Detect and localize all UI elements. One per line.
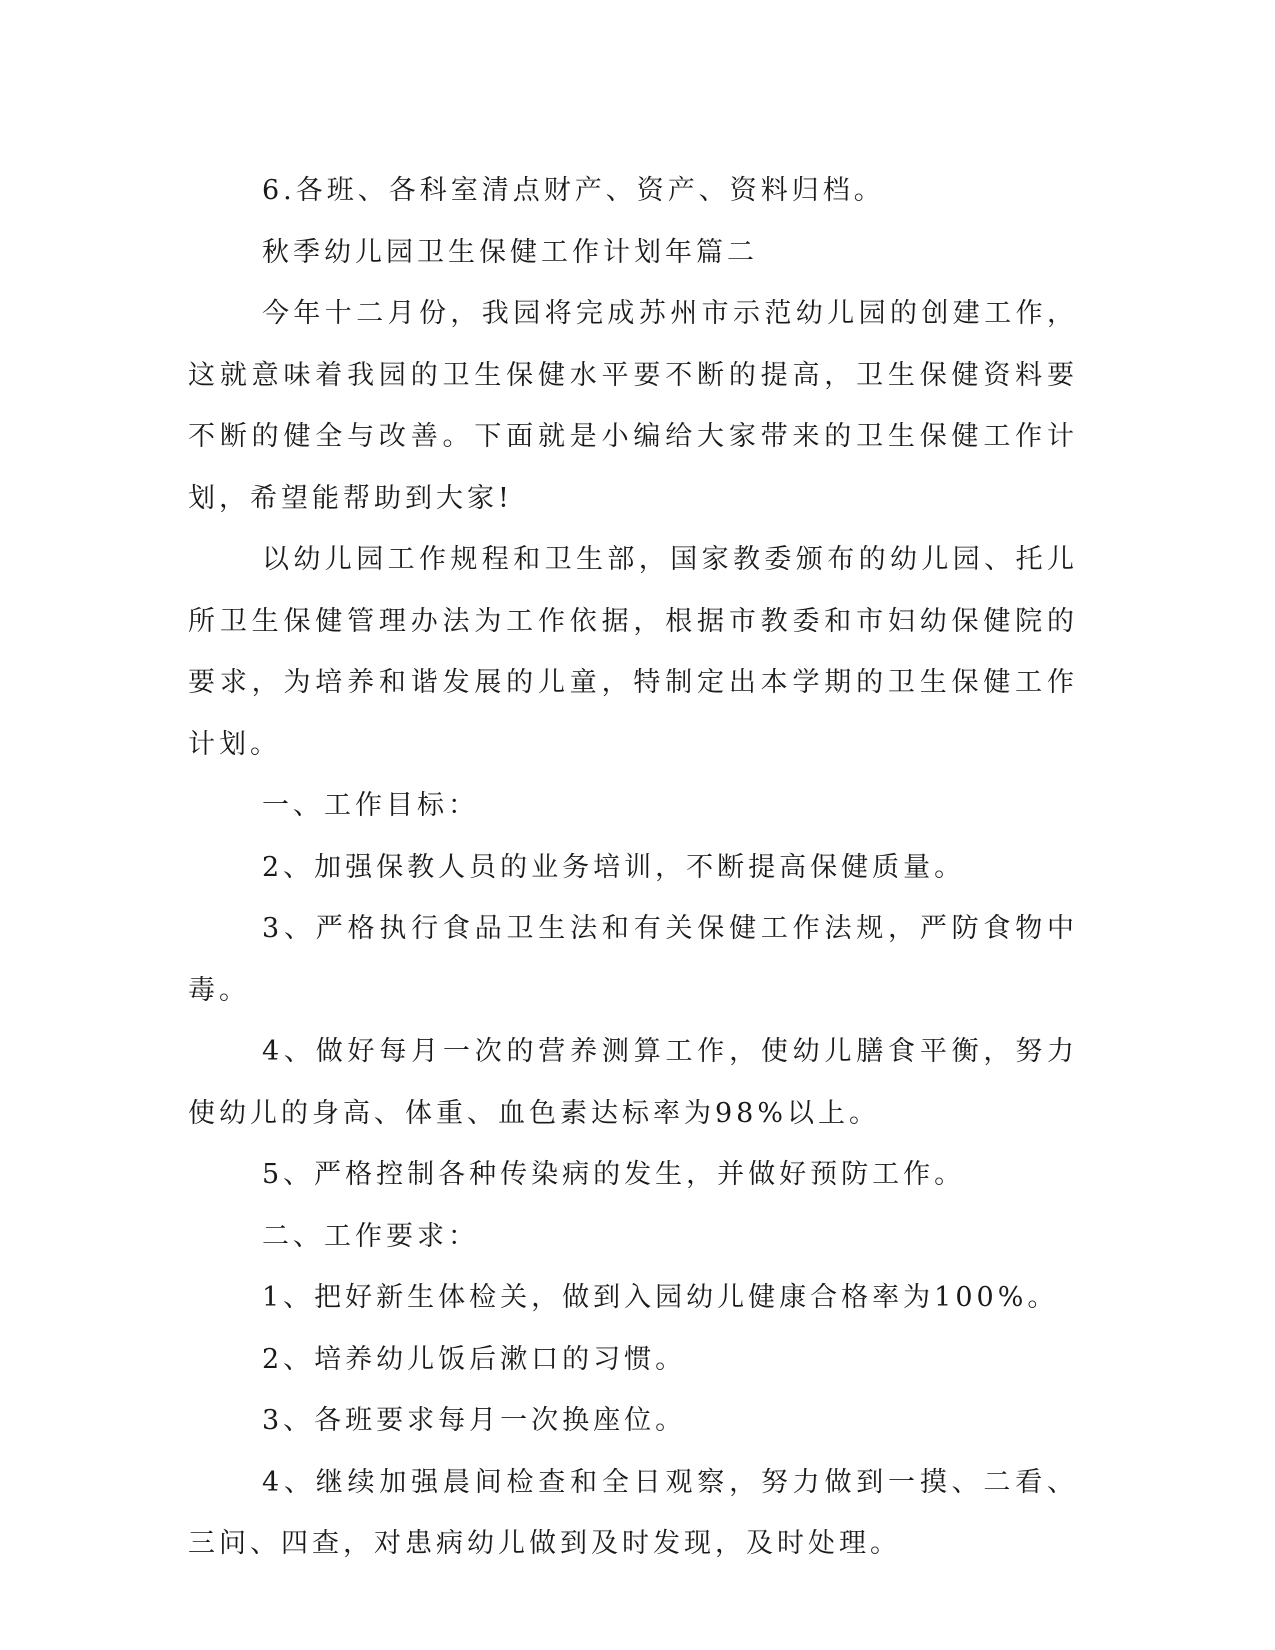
heading-work-goals: 一、工作目标：: [262, 790, 479, 821]
paragraph-archive-item: 6.各班、各科室清点财产、资产、资料归档。: [262, 175, 885, 206]
goal-item-3: 3、严格执行食品卫生法和有关保健工作法规，严防食物中毒。: [188, 913, 1078, 1006]
requirement-item-4: 4、继续加强晨间检查和全日观察，努力做到一摸、二看、三问、四查，对患病幼儿做到及时发现，及时处理。: [188, 1466, 1078, 1559]
document-body: [188, 160, 1078, 1575]
section-heading-plan-part-two: 秋季幼儿园卫生保健工作计划年篇二: [262, 236, 758, 268]
requirement-item-1: 1、把好新生体检关，做到入园幼儿健康合格率为100%。: [262, 1282, 1059, 1313]
requirement-item-3: 3、各班要求每月一次换座位。: [262, 1405, 687, 1436]
goal-item-4: 4、做好每月一次的营养测算工作，使幼儿膳食平衡，努力使幼儿的身高、体重、血色素达标率为98%以上。: [188, 1036, 1078, 1129]
goal-item-2: 2、加强保教人员的业务培训，不断提高保健质量。: [262, 851, 966, 883]
paragraph-intro: 今年十二月份，我园将完成苏州市示范幼儿园的创建工作，这就意味着我园的卫生保健水平要不断的提高，卫生保健资料要不断的健全与改善。下面就是小编给大家带来的卫生保健工作计划，希望能帮助到大家!: [188, 298, 1078, 514]
requirement-item-2: 2、培养幼儿饭后漱口的习惯。: [262, 1343, 687, 1375]
heading-work-requirements: 二、工作要求：: [262, 1220, 479, 1252]
goal-item-5: 5、严格控制各种传染病的发生，并做好预防工作。: [262, 1159, 966, 1190]
paragraph-basis: 以幼儿园工作规程和卫生部，国家教委颁布的幼儿园、托儿所卫生保健管理办法为工作依据，根据市教委和市妇幼保健院的要求，为培养和谐发展的儿童，特制定出本学期的卫生保健工作计划。: [188, 544, 1078, 760]
